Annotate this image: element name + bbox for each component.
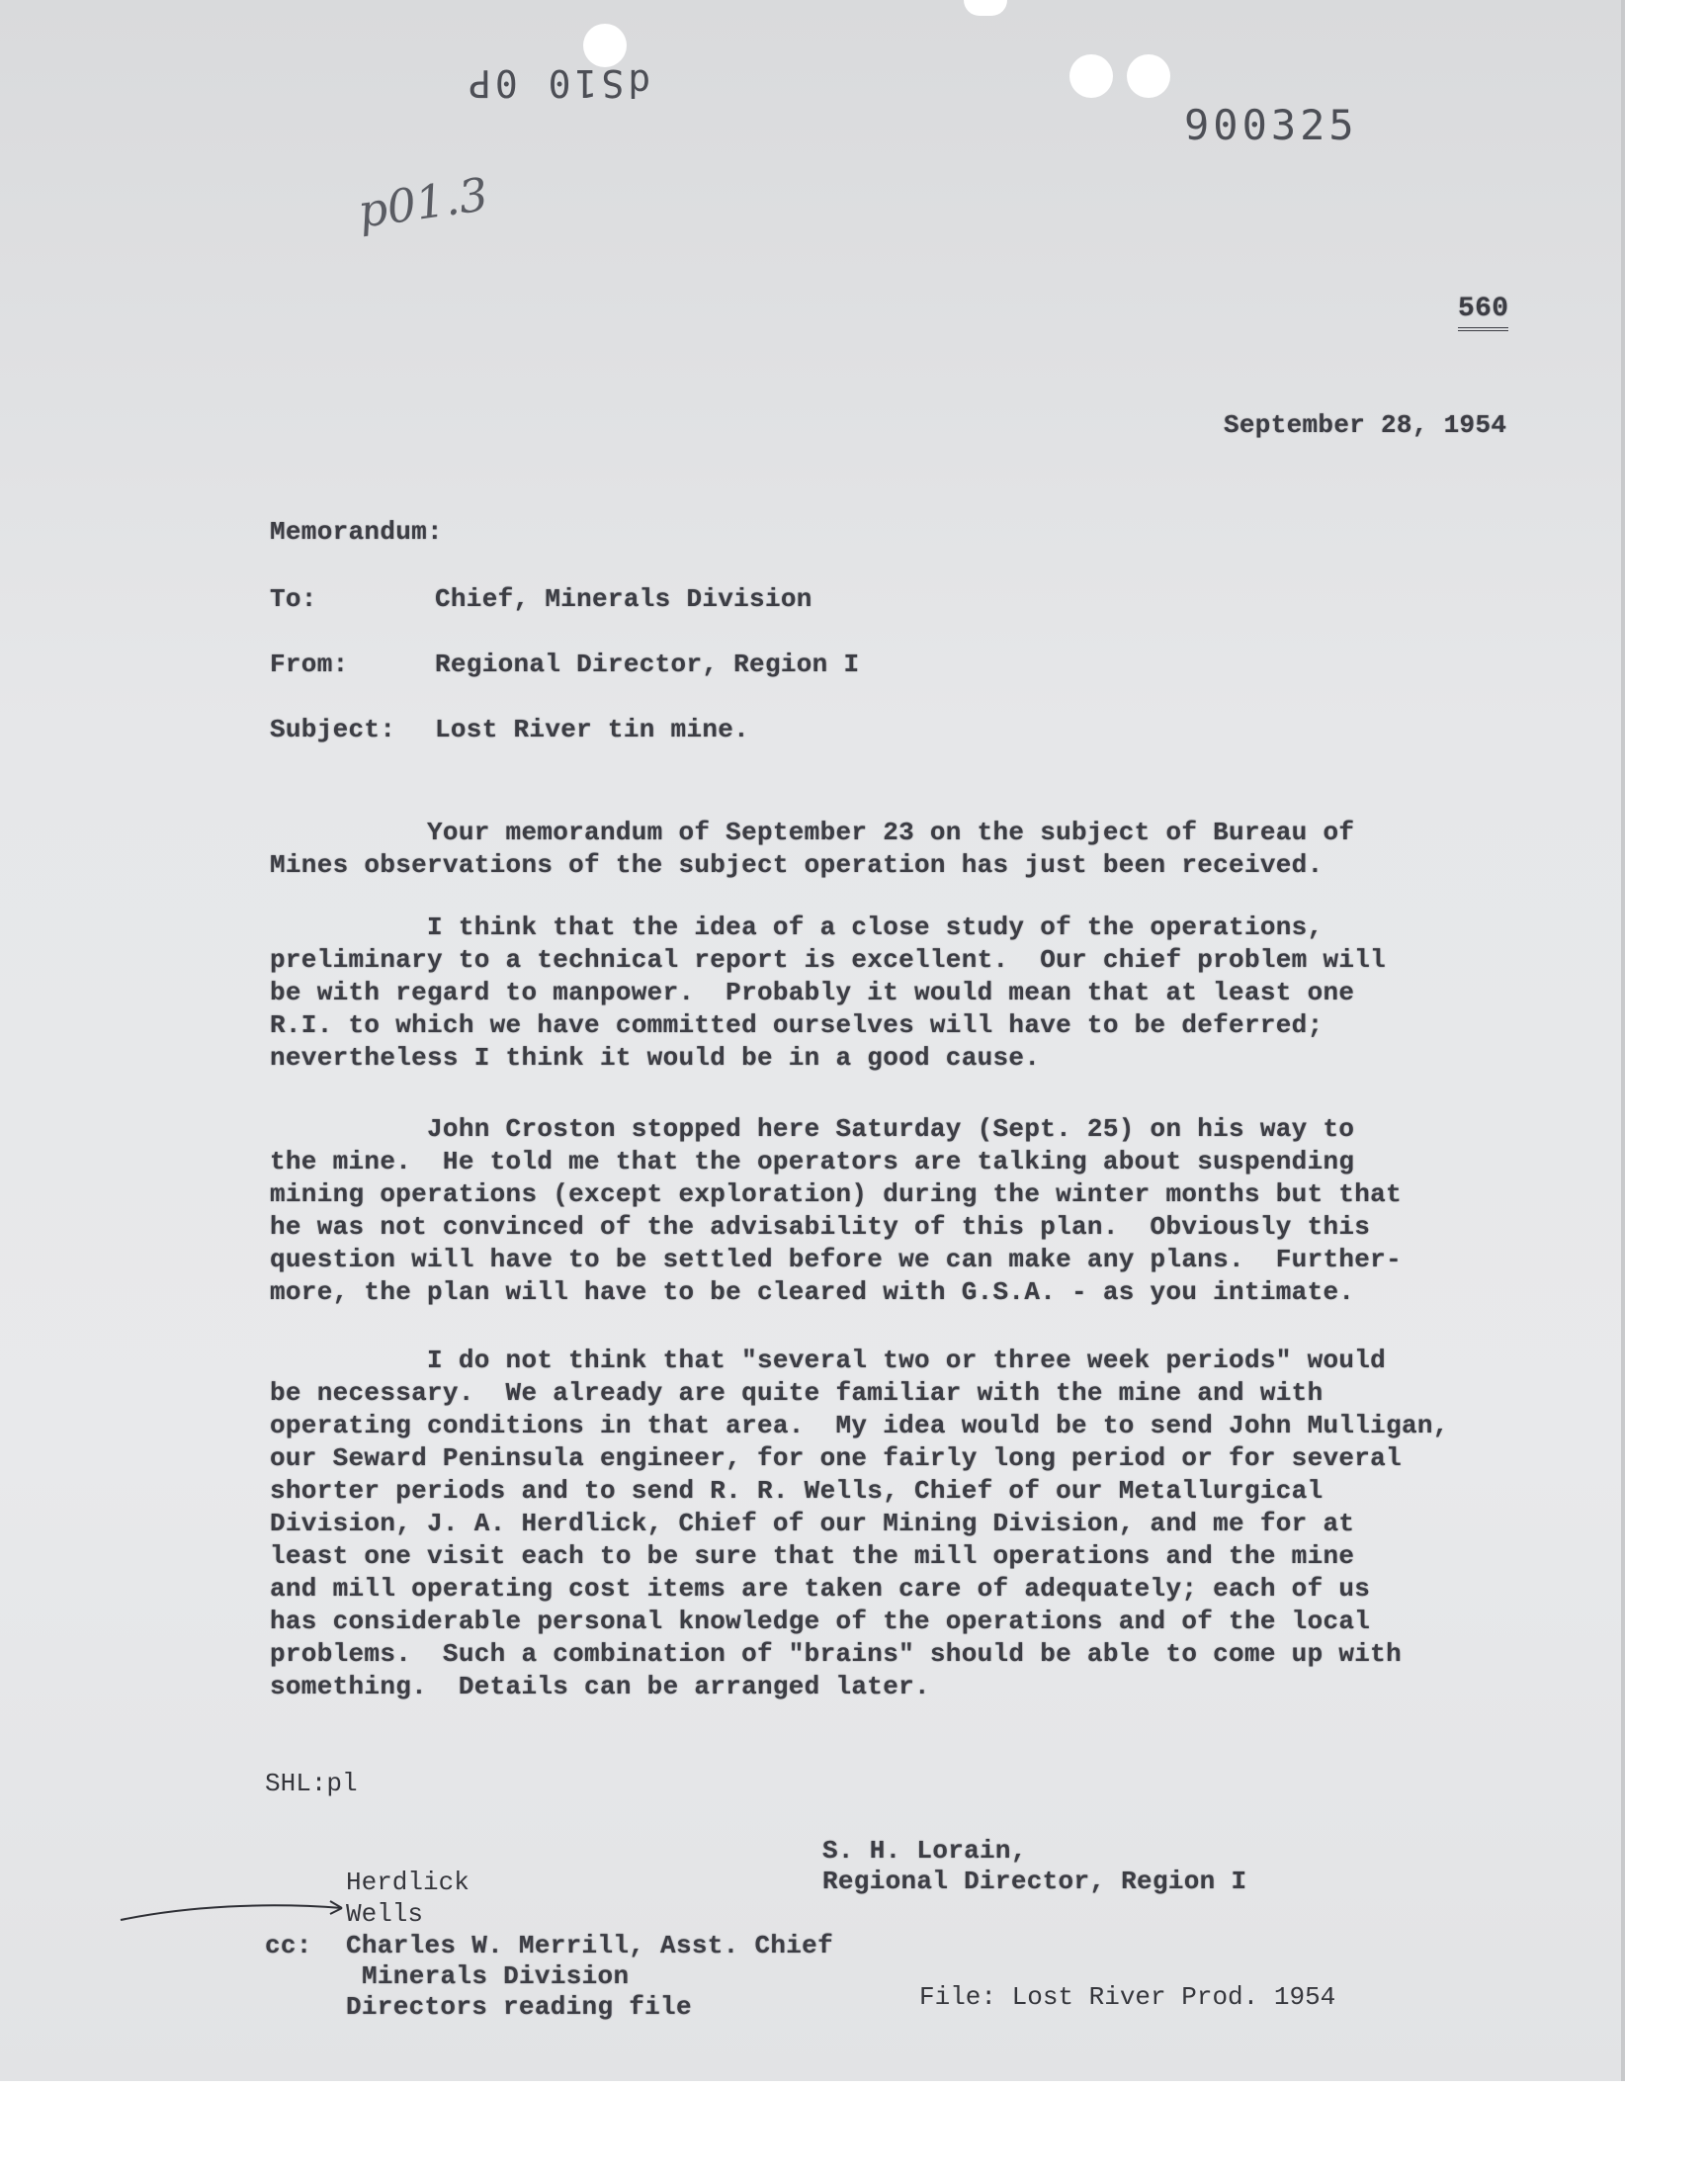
text-line: more, the plan will have to be cleared with G.S.A. - as you intimate. (270, 1277, 1355, 1307)
memo-date: September 28, 1954 (1224, 410, 1507, 440)
to-label: To: (270, 584, 317, 614)
text-line: has considerable personal knowledge of the operations and of the local (270, 1607, 1371, 1636)
text-line: our Seward Peninsula engineer, for one fairly long period or for several (270, 1443, 1402, 1473)
to-value: Chief, Minerals Division (435, 584, 812, 614)
handwritten-file-code: p01.3 (354, 167, 491, 238)
text-line: Mines observations of the subject operation has just been received. (270, 850, 1324, 880)
body-paragraph-1 (270, 817, 1486, 882)
file-note: File: Lost River Prod. 1954 (919, 1982, 1336, 2012)
page-number: 560 (1458, 293, 1508, 331)
text-line: least one visit each to be sure that the mill operations and the mine (270, 1541, 1355, 1571)
text-line: question will have to be settled before we can make any plans. Further- (270, 1245, 1402, 1274)
cc-line: Minerals Division (362, 1961, 630, 1991)
cc-line: Charles W. Merrill, Asst. Chief (346, 1931, 833, 1960)
from-value: Regional Director, Region I (435, 650, 860, 679)
punch-hole-right-b (1127, 54, 1170, 98)
text-line: preliminary to a technical report is excellent. Our chief problem will (270, 945, 1387, 975)
body-paragraph-2 (270, 912, 1486, 1075)
top-left-stamp: dS10 0P (465, 61, 651, 105)
subject-label: Subject: (270, 715, 396, 744)
text-line: R.I. to which we have committed ourselves will have to be deferred; (270, 1010, 1324, 1040)
text-line: nevertheless I think it would be in a good cause. (270, 1043, 1041, 1073)
text-line: shorter periods and to send R. R. Wells, Chief of our Metallurgical (270, 1476, 1324, 1506)
text-line: I think that the idea of a close study of the operations, (270, 913, 1324, 942)
text-line: be with regard to manpower. Probably it would mean that at least one (270, 978, 1355, 1007)
typist-initials: SHL:pl (265, 1769, 358, 1798)
text-line: the mine. He told me that the operators are talking about suspending (270, 1147, 1355, 1176)
cc-added-name-wells: Wells (346, 1899, 424, 1929)
signature-name: S. H. Lorain, (822, 1836, 1027, 1866)
text-line: John Croston stopped here Saturday (Sept. 25) on his way to (270, 1114, 1355, 1144)
top-notch (964, 0, 1007, 16)
cc-added-name-herdlick: Herdlick (346, 1868, 470, 1897)
subject-value: Lost River tin mine. (435, 715, 750, 744)
text-line: I do not think that "several two or three week periods" would (270, 1346, 1387, 1375)
text-line: mining operations (except exploration) during the winter months but that (270, 1179, 1402, 1209)
handwritten-arrow (119, 1886, 356, 1926)
text-line: he was not convinced of the advisability of this plan. Obviously this (270, 1212, 1371, 1242)
text-line: Your memorandum of September 23 on the subject of Bureau of (270, 818, 1355, 847)
cc-line: Directors reading file (346, 1992, 692, 2022)
text-line: and mill operating cost items are taken care of adequately; each of us (270, 1574, 1371, 1604)
text-line: be necessary. We already are quite familiar with the mine and with (270, 1378, 1324, 1408)
text-line: operating conditions in that area. My idea would be to send John Mulligan, (270, 1411, 1449, 1440)
from-label: From: (270, 650, 349, 679)
body-paragraph-3 (270, 1113, 1486, 1309)
text-line: something. Details can be arranged later. (270, 1672, 930, 1701)
top-right-stamp-number: 900325 (1184, 101, 1358, 149)
cc-label: cc: (265, 1931, 312, 1960)
punch-hole-right-a (1069, 54, 1113, 98)
body-paragraph-4 (270, 1345, 1486, 1703)
memo-heading: Memorandum: (270, 517, 443, 547)
sheet-edge (1621, 0, 1625, 2081)
signature-title: Regional Director, Region I (822, 1867, 1247, 1896)
text-line: problems. Such a combination of "brains" should be able to come up with (270, 1639, 1402, 1669)
text-line: Division, J. A. Herdlick, Chief of our Mining Division, and me for at (270, 1509, 1355, 1538)
